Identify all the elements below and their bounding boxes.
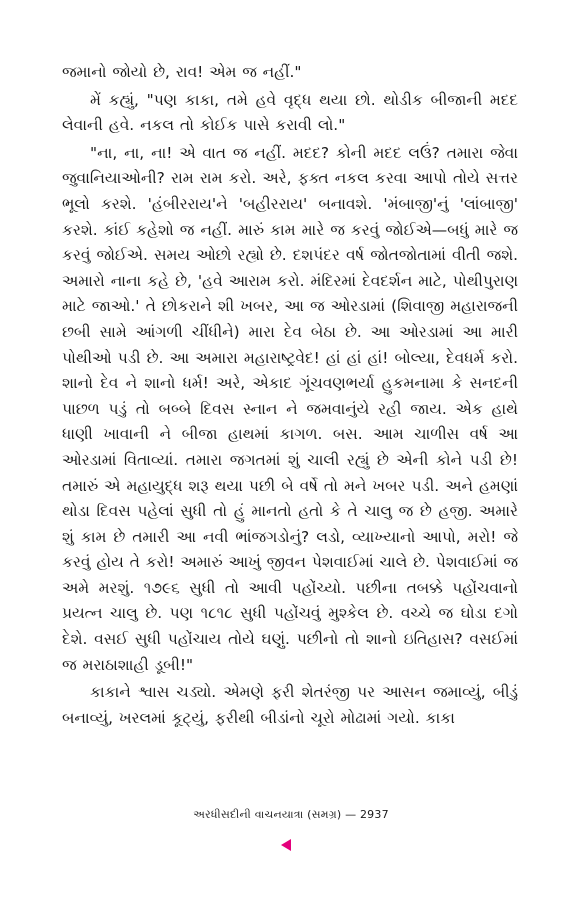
paragraph-2: મેં કહ્યું, "પણ કાકા, તમે હવે વૃદ્ધ થયા છો. થોડીક બીજાની મદદ લેવાની હવે. નકલ તો કોઈક પાસે કરાવી લો." <box>62 90 518 135</box>
page-footer: અરધીસદીની વાચનયાત્રા (સમગ્ર) — 2937 <box>193 808 389 821</box>
paragraph-4: કાકાને શ્વાસ ચડ્યો. એમણે ફરી શેતરંજી પર આસન જમાવ્યું, બીડું બનાવ્યું, ખરલમાં કૂટ્યું, ફરીથી બીડાંનો ચૂરો મોઢામાં ગયો. કાકા <box>62 683 518 727</box>
previous-page-arrow-icon[interactable] <box>281 839 291 851</box>
paragraph-1: જમાનો જોયો છે, રાવ! એમ જ નહીં." <box>62 63 302 81</box>
paragraph-3: "ના, ના, ના! એ વાત જ નહીં. મદદ? કોની મદદ લઉં? તમારા જેવા જુવાનિયાઓની? રામ રામ કરો. અરે, ફક્ત નકલ કરવા આપો તોયે સત્તર ભૂલો કરશે. 'હંબીરરાય'ને 'બહીરરાય' બનાવશે. 'મંબાજી'નું 'લાંબાજી' કરશે. કાંઈ કહેશો જ નહીં. મારું કામ મારે જ કરવું જોઈએ—બધું મારે જ કરવું જોઈએ. સમય ઓછો રહ્યો છે. દશપંદર વર્ષ જોતજોતામાં વીતી જશે. અમારો નાના કહે છે, 'હવે આરામ કરો. મંદિરમાં દેવદર્શન માટે, પોથીપુરાણ માટે જાઓ.' તે છોકરાને શી ખબર, આ જ ઓરડામાં (શિવાજી મહારાજની છબી સામે આંગળી ચીંધીને) મારા દેવ બેઠા છે. આ ઓરડામાં આ મારી પોથીઓ પડી છે. આ અમારા મહારાષ્ટ્રવેદ! હાં હાં હાં! બોલ્યા, દેવધર્મ કરો. શાનો દેવ ને શાનો ધર્મ! અરે, એકાદ ગૂંચવણભર્યા હુકમનામા કે સનદની પાછળ પડું તો બબ્બે દિવસ સ્નાન ને જમવાનુંયે રહી જાય. એક હાથે ધાણી ખાવાની ને બીજા હાથમાં કાગળ. બસ. આમ ચાળીસ વર્ષ આ ઓરડામાં વિતાવ્યાં. તમારા જગતમાં શું ચાલી રહ્યું છે એની કોને પડી છે! તમારું એ મહાયુદ્ધ શરૂ થયા પછી બે વર્ષે તો મને ખબર પડી. અને હમણાં થોડા દિવસ પહેલાં સુધી તો હું માનતો હતો કે તે ચાલુ જ છે હજી. અમારે શું કામ છે તમારી આ નવી ભાંજગડોનું? લડો, વ્યાખ્યાનો આપો, મરો! જે કરવું હોય તે કરો! અમારું આખું જીવન પેશવાઈમાં ચાલે છે. પેશવાઈમાં જ અમે મરશું. ૧૭૯૬ સુધી તો આવી પહોંચ્યો. પછીના તબક્કે પહોંચવાનો પ્રયત્ન ચાલુ છે. પણ ૧૮૧૮ સુધી પહોંચવું મુશ્કેલ છે. વચ્ચે જ ઘોડા દગો દેશે. વસઈ સુધી પહોંચાય તોયે ઘણું. પછીનો તો શાનો ઇતિહાસ? વસઈમાં જ મરાઠાશાહી ડૂબી!" <box>62 143 518 674</box>
page-body <box>62 60 518 731</box>
